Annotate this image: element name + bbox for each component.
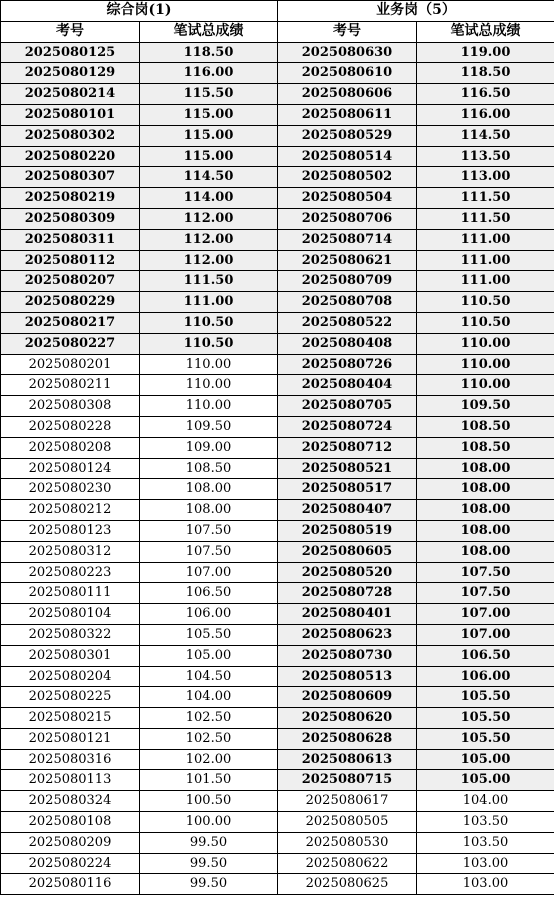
exam-id-cell: 2025080730 — [278, 645, 417, 666]
score-cell: 107.50 — [140, 520, 278, 541]
exam-id-cell: 2025080227 — [1, 333, 140, 354]
exam-id-cell: 2025080724 — [278, 416, 417, 437]
exam-id-cell: 2025080519 — [278, 520, 417, 541]
score-cell: 107.00 — [417, 604, 554, 625]
exam-id-cell: 2025080408 — [278, 333, 417, 354]
table-row — [1, 188, 554, 209]
table-row — [1, 604, 554, 625]
score-cell: 114.50 — [140, 167, 278, 188]
table-row — [1, 853, 554, 874]
score-cell: 108.00 — [417, 520, 554, 541]
table-row — [1, 271, 554, 292]
score-cell: 112.00 — [140, 208, 278, 229]
table-row — [1, 708, 554, 729]
score-cell: 106.00 — [140, 604, 278, 625]
score-cell: 99.50 — [140, 874, 278, 895]
exam-id-cell: 2025080611 — [278, 104, 417, 125]
exam-id-cell: 2025080622 — [278, 853, 417, 874]
column-header-exam-id: 考号 — [278, 21, 417, 42]
table-row — [1, 812, 554, 833]
table-row — [1, 541, 554, 562]
score-cell: 109.00 — [140, 437, 278, 458]
score-cell: 108.00 — [140, 500, 278, 521]
exam-id-cell: 2025080502 — [278, 167, 417, 188]
table-row — [1, 416, 554, 437]
score-cell: 105.00 — [417, 770, 554, 791]
score-cell: 110.50 — [417, 312, 554, 333]
table-row — [1, 104, 554, 125]
exam-id-cell: 2025080309 — [1, 208, 140, 229]
score-cell: 109.50 — [417, 396, 554, 417]
exam-id-cell: 2025080223 — [1, 562, 140, 583]
column-header-score: 笔试总成绩 — [140, 21, 278, 42]
exam-id-cell: 2025080520 — [278, 562, 417, 583]
score-cell: 119.00 — [417, 42, 554, 63]
table-row — [1, 562, 554, 583]
exam-id-cell: 2025080529 — [278, 125, 417, 146]
exam-id-cell: 2025080709 — [278, 271, 417, 292]
exam-id-cell: 2025080215 — [1, 708, 140, 729]
score-cell: 114.00 — [140, 188, 278, 209]
exam-id-cell: 2025080209 — [1, 832, 140, 853]
exam-id-cell: 2025080609 — [278, 687, 417, 708]
score-cell: 111.50 — [417, 188, 554, 209]
table-body — [1, 42, 554, 895]
exam-id-cell: 2025080113 — [1, 770, 140, 791]
exam-id-cell: 2025080530 — [278, 832, 417, 853]
score-cell: 104.00 — [417, 791, 554, 812]
exam-id-cell: 2025080214 — [1, 84, 140, 105]
score-cell: 99.50 — [140, 832, 278, 853]
score-cell: 105.50 — [140, 624, 278, 645]
score-cell: 103.50 — [417, 832, 554, 853]
exam-id-cell: 2025080625 — [278, 874, 417, 895]
column-header-score: 笔试总成绩 — [417, 21, 554, 42]
exam-id-cell: 2025080312 — [1, 541, 140, 562]
table-row — [1, 167, 554, 188]
table-row — [1, 354, 554, 375]
score-cell: 107.50 — [140, 541, 278, 562]
score-cell: 111.00 — [140, 292, 278, 313]
exam-id-cell: 2025080628 — [278, 728, 417, 749]
exam-id-cell: 2025080121 — [1, 728, 140, 749]
exam-id-cell: 2025080104 — [1, 604, 140, 625]
score-cell: 111.00 — [417, 229, 554, 250]
score-cell: 107.00 — [417, 624, 554, 645]
score-cell: 101.50 — [140, 770, 278, 791]
exam-id-cell: 2025080715 — [278, 770, 417, 791]
exam-id-cell: 2025080220 — [1, 146, 140, 167]
exam-id-cell: 2025080229 — [1, 292, 140, 313]
exam-id-cell: 2025080204 — [1, 666, 140, 687]
score-cell: 102.50 — [140, 708, 278, 729]
exam-id-cell: 2025080230 — [1, 479, 140, 500]
score-cell: 108.00 — [417, 541, 554, 562]
table-row — [1, 84, 554, 105]
exam-id-cell: 2025080228 — [1, 416, 140, 437]
exam-id-cell: 2025080621 — [278, 250, 417, 271]
table-row — [1, 583, 554, 604]
exam-id-cell: 2025080407 — [278, 500, 417, 521]
score-cell: 118.50 — [140, 42, 278, 63]
table-row — [1, 624, 554, 645]
exam-id-cell: 2025080225 — [1, 687, 140, 708]
table-row — [1, 125, 554, 146]
score-cell: 110.00 — [140, 375, 278, 396]
exam-id-cell: 2025080311 — [1, 229, 140, 250]
score-cell: 110.00 — [417, 333, 554, 354]
score-cell: 107.50 — [417, 583, 554, 604]
table-row — [1, 375, 554, 396]
score-cell: 104.00 — [140, 687, 278, 708]
table-row — [1, 63, 554, 84]
table-row — [1, 520, 554, 541]
score-cell: 103.50 — [417, 812, 554, 833]
score-cell: 102.50 — [140, 728, 278, 749]
score-cell: 106.50 — [140, 583, 278, 604]
exam-id-cell: 2025080124 — [1, 458, 140, 479]
score-cell: 104.50 — [140, 666, 278, 687]
score-cell: 108.00 — [140, 479, 278, 500]
exam-id-cell: 2025080316 — [1, 749, 140, 770]
table-row — [1, 687, 554, 708]
score-cell: 102.00 — [140, 749, 278, 770]
exam-id-cell: 2025080514 — [278, 146, 417, 167]
table-row — [1, 832, 554, 853]
score-cell: 105.50 — [417, 687, 554, 708]
table-row — [1, 791, 554, 812]
exam-id-cell: 2025080307 — [1, 167, 140, 188]
score-cell: 110.00 — [417, 354, 554, 375]
score-cell: 105.00 — [417, 749, 554, 770]
table-row — [1, 728, 554, 749]
exam-id-cell: 2025080705 — [278, 396, 417, 417]
exam-id-cell: 2025080207 — [1, 271, 140, 292]
score-cell: 116.00 — [140, 63, 278, 84]
exam-id-cell: 2025080301 — [1, 645, 140, 666]
score-cell: 110.00 — [140, 354, 278, 375]
table-row — [1, 874, 554, 895]
exam-id-cell: 2025080728 — [278, 583, 417, 604]
exam-id-cell: 2025080219 — [1, 188, 140, 209]
exam-id-cell: 2025080613 — [278, 749, 417, 770]
score-cell: 100.50 — [140, 791, 278, 812]
exam-id-cell: 2025080605 — [278, 541, 417, 562]
score-cell: 108.00 — [417, 458, 554, 479]
exam-id-cell: 2025080522 — [278, 312, 417, 333]
score-cell: 107.00 — [140, 562, 278, 583]
exam-id-cell: 2025080513 — [278, 666, 417, 687]
exam-id-cell: 2025080208 — [1, 437, 140, 458]
exam-id-cell: 2025080620 — [278, 708, 417, 729]
score-cell: 110.00 — [417, 375, 554, 396]
score-cell: 109.50 — [140, 416, 278, 437]
score-cell: 113.00 — [417, 167, 554, 188]
table-row — [1, 666, 554, 687]
score-cell: 105.00 — [140, 645, 278, 666]
exam-id-cell: 2025080505 — [278, 812, 417, 833]
exam-id-cell: 2025080224 — [1, 853, 140, 874]
exam-id-cell: 2025080217 — [1, 312, 140, 333]
exam-id-cell: 2025080212 — [1, 500, 140, 521]
score-cell: 114.50 — [417, 125, 554, 146]
score-cell: 110.00 — [140, 396, 278, 417]
exam-id-cell: 2025080617 — [278, 791, 417, 812]
exam-id-cell: 2025080112 — [1, 250, 140, 271]
exam-id-cell: 2025080322 — [1, 624, 140, 645]
score-cell: 116.50 — [417, 84, 554, 105]
exam-id-cell: 2025080610 — [278, 63, 417, 84]
exam-id-cell: 2025080630 — [278, 42, 417, 63]
exam-id-cell: 2025080201 — [1, 354, 140, 375]
table-row — [1, 208, 554, 229]
exam-id-cell: 2025080101 — [1, 104, 140, 125]
table-row — [1, 292, 554, 313]
score-cell: 99.50 — [140, 853, 278, 874]
exam-id-cell: 2025080726 — [278, 354, 417, 375]
score-cell: 116.00 — [417, 104, 554, 125]
exam-id-cell: 2025080108 — [1, 812, 140, 833]
score-cell: 106.00 — [417, 666, 554, 687]
score-cell: 108.50 — [417, 416, 554, 437]
exam-id-cell: 2025080517 — [278, 479, 417, 500]
table-row — [1, 312, 554, 333]
score-cell: 115.00 — [140, 104, 278, 125]
table-row — [1, 42, 554, 63]
group-title-row — [1, 1, 554, 22]
exam-id-cell: 2025080623 — [278, 624, 417, 645]
score-cell: 100.00 — [140, 812, 278, 833]
table-row — [1, 146, 554, 167]
table-row — [1, 396, 554, 417]
score-cell: 105.50 — [417, 708, 554, 729]
score-cell: 108.50 — [417, 437, 554, 458]
table-row — [1, 437, 554, 458]
score-cell: 110.50 — [140, 333, 278, 354]
score-cell: 115.00 — [140, 146, 278, 167]
score-cell: 110.50 — [417, 292, 554, 313]
exam-id-cell: 2025080714 — [278, 229, 417, 250]
score-cell: 112.00 — [140, 250, 278, 271]
exam-id-cell: 2025080521 — [278, 458, 417, 479]
table-row — [1, 500, 554, 521]
score-cell: 107.50 — [417, 562, 554, 583]
score-cell: 113.50 — [417, 146, 554, 167]
exam-id-cell: 2025080129 — [1, 63, 140, 84]
score-cell: 110.50 — [140, 312, 278, 333]
score-cell: 105.50 — [417, 728, 554, 749]
exam-id-cell: 2025080712 — [278, 437, 417, 458]
exam-id-cell: 2025080111 — [1, 583, 140, 604]
score-cell: 115.50 — [140, 84, 278, 105]
score-cell: 108.00 — [417, 500, 554, 521]
exam-id-cell: 2025080324 — [1, 791, 140, 812]
exam-id-cell: 2025080401 — [278, 604, 417, 625]
score-cell: 111.00 — [417, 271, 554, 292]
score-cell: 112.00 — [140, 229, 278, 250]
column-header-exam-id: 考号 — [1, 21, 140, 42]
score-cell: 115.00 — [140, 125, 278, 146]
exam-id-cell: 2025080404 — [278, 375, 417, 396]
table-row — [1, 479, 554, 500]
exam-id-cell: 2025080125 — [1, 42, 140, 63]
table-row — [1, 250, 554, 271]
column-header-row — [1, 21, 554, 42]
score-cell: 111.50 — [140, 271, 278, 292]
exam-id-cell: 2025080211 — [1, 375, 140, 396]
score-cell: 118.50 — [417, 63, 554, 84]
table-row — [1, 770, 554, 791]
group-title-comprehensive: 综合岗(1) — [1, 1, 278, 22]
exam-id-cell: 2025080302 — [1, 125, 140, 146]
score-cell: 108.00 — [417, 479, 554, 500]
exam-id-cell: 2025080606 — [278, 84, 417, 105]
score-cell: 103.00 — [417, 853, 554, 874]
exam-id-cell: 2025080706 — [278, 208, 417, 229]
table-row — [1, 458, 554, 479]
exam-id-cell: 2025080504 — [278, 188, 417, 209]
table-row — [1, 229, 554, 250]
exam-id-cell: 2025080116 — [1, 874, 140, 895]
exam-id-cell: 2025080308 — [1, 396, 140, 417]
table-row — [1, 749, 554, 770]
score-cell: 108.50 — [140, 458, 278, 479]
table-row — [1, 645, 554, 666]
exam-id-cell: 2025080708 — [278, 292, 417, 313]
exam-id-cell: 2025080123 — [1, 520, 140, 541]
score-cell: 111.50 — [417, 208, 554, 229]
group-title-business: 业务岗（5） — [278, 1, 554, 22]
score-cell: 106.50 — [417, 645, 554, 666]
table-row — [1, 333, 554, 354]
score-cell: 103.00 — [417, 874, 554, 895]
score-cell: 111.00 — [417, 250, 554, 271]
